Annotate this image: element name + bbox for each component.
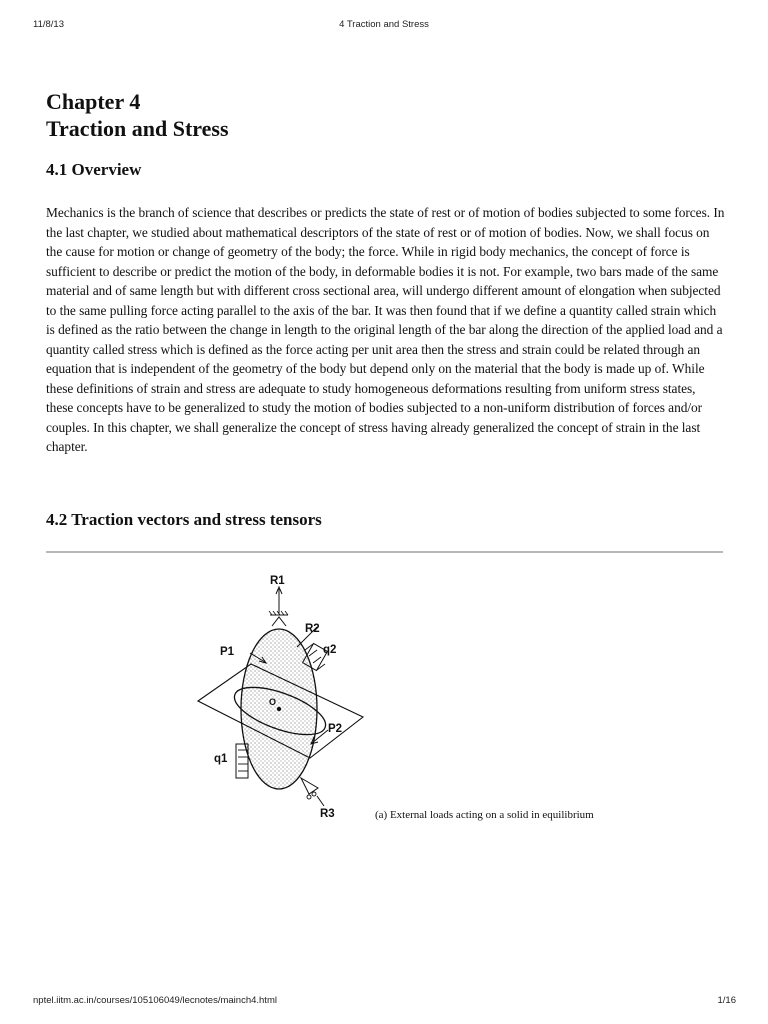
origin-point	[277, 707, 281, 711]
chapter-title	[46, 88, 229, 142]
label-q1: q1	[214, 753, 228, 765]
support-r1	[272, 617, 286, 626]
label-p2: P2	[328, 723, 343, 735]
support-r3	[301, 778, 318, 799]
footer-page-number: 1/16	[717, 995, 736, 1006]
chapter-number: Chapter 4	[46, 89, 141, 114]
overview-paragraph: Mechanics is the branch of science that describes or predicts the state of rest or of motion of bodies subjected to some forces. In the last chapter, we studied about mathematical descriptors of the state of rest or of motion of bodies. Now, we shall focus on the cause for motion or change of geometry of the body; the force. While in rigid body mechanics, the concept of force is sufficient to describe or predict the motion of the body, in deformable bodies it is not. For example, two bars made of the same material and of same length but with different cross sectional area, will undergo different amount of elongation when subjected to the same pulling force acting parallel to the axis of the bar. It was then found that if we define a quantity called strain which is defined as the ratio between the change in length to the original length of the bar along the direction of the applied load and a quantity called stress which is defined as the force acting per unit area then the stress and strain could be related through an equation that is independent of the geometry of the body but depend only on the material that the body is made up of. While these definitions of strain and stress are adequate to study homogeneous deformations resulting from uniform stress states, these concepts have to be generalized to study the motion of bodies subjected to a non-uniform distribution of forces and/or couples. In this chapter, we shall generalize the concept of stress having already generalized the concept of strain in the last chapter.	[46, 205, 725, 454]
label-p1: P1	[220, 646, 235, 658]
header-date: 11/8/13	[33, 19, 64, 30]
figure-external-loads	[190, 570, 380, 830]
footer-url[interactable]: nptel.iitm.ac.in/courses/105106049/lecnotes/mainch4.html	[33, 995, 277, 1006]
section-divider	[46, 551, 723, 553]
header-title: 4 Traction and Stress	[339, 19, 429, 30]
section-heading-overview: 4.1 Overview	[46, 160, 142, 179]
label-r1: R1	[270, 575, 285, 587]
label-q2: q2	[323, 644, 337, 656]
figure-caption: (a) External loads acting on a solid in equilibrium	[375, 809, 594, 821]
label-r3: R3	[320, 808, 335, 820]
figure-diagram	[190, 570, 380, 825]
chapter-name: Traction and Stress	[46, 116, 229, 141]
label-r2: R2	[305, 623, 320, 635]
section-heading-traction: 4.2 Traction vectors and stress tensors	[46, 510, 322, 529]
arrow-r3	[317, 796, 324, 806]
label-o: O	[269, 697, 277, 707]
